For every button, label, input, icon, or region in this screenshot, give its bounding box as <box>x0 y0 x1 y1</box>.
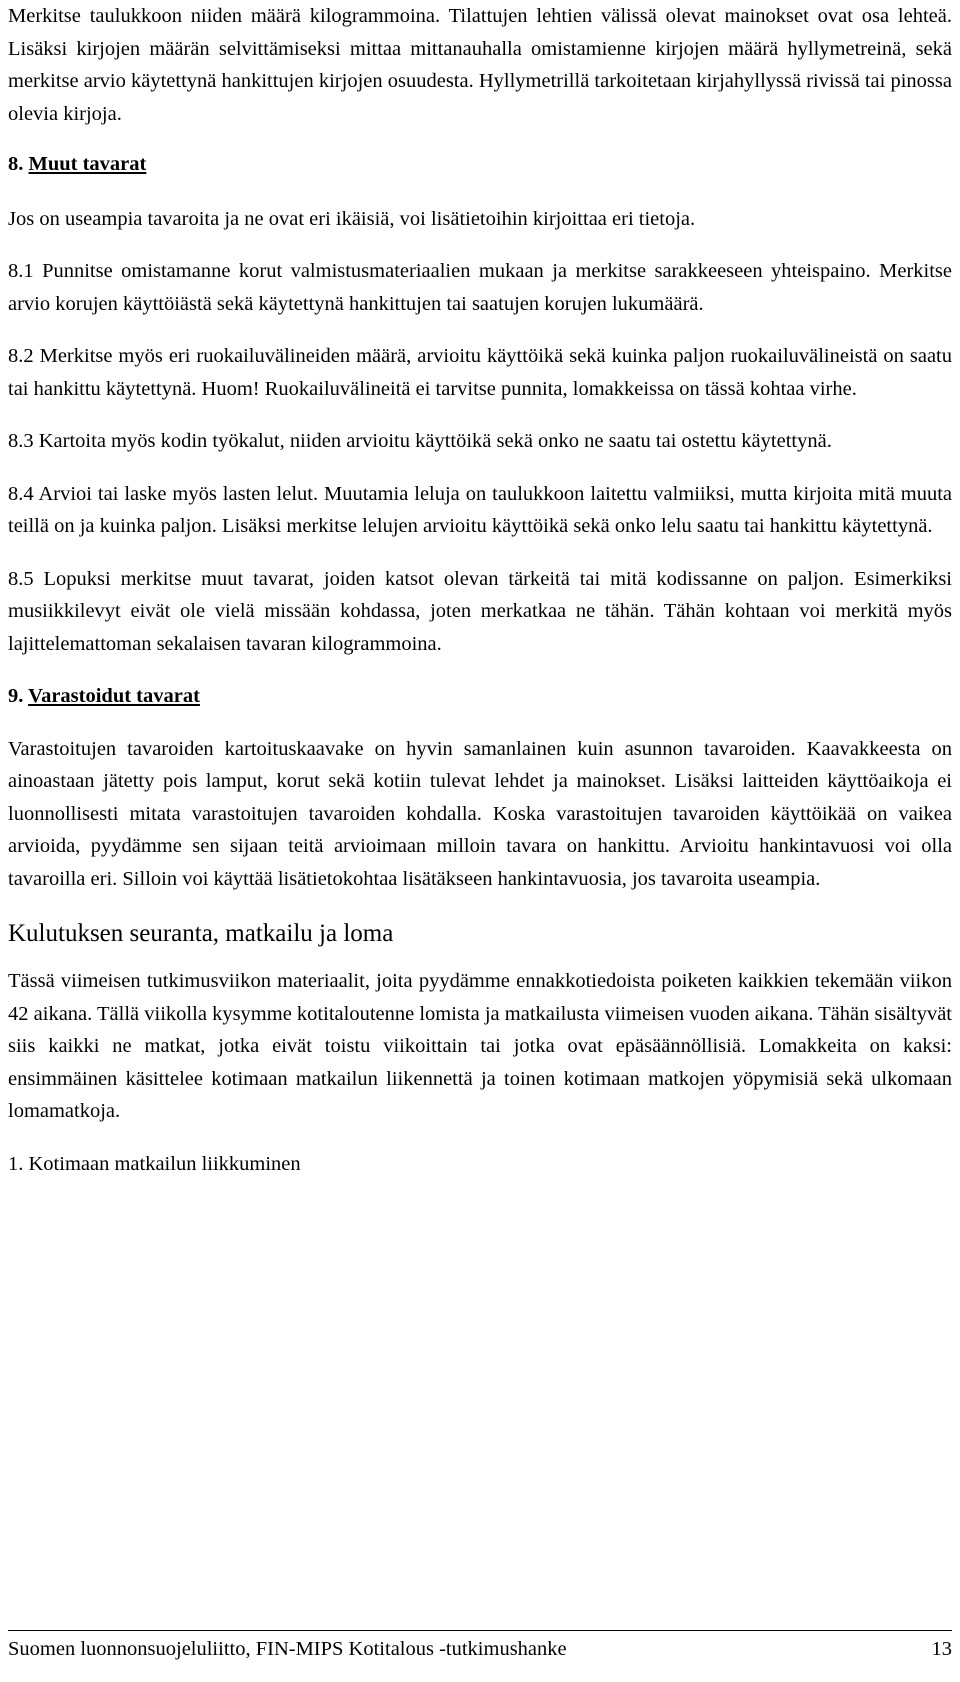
paragraph-8-3: 8.3 Kartoita myös kodin työkalut, niiden arvioitu käyttöikä sekä onko ne saatu tai ostettu käytettynä. <box>8 430 832 452</box>
heading-9-number: 9. <box>8 685 24 707</box>
page-footer <box>8 1630 952 1665</box>
page-number: 13 <box>931 1638 952 1660</box>
subheading-domestic-travel: 1. Kotimaan matkailun liikkuminen <box>8 1152 301 1175</box>
paragraph-8-5: 8.5 Lopuksi merkitse muut tavarat, joiden katsot olevan tärkeitä tai mitä kodissanne on paljon. Esimerkiksi musiikkilevyt eivät ole vielä missään kohdassa, joten merkatkaa ne tähän. Tähän kohtaan voi merkitä myös lajittelemattoman sekalaisen tavaran kilogrammoina. <box>8 567 952 655</box>
section-heading: Kulutuksen seuranta, matkailu ja loma <box>8 920 394 947</box>
heading-8-title: Muut tavarat <box>28 153 147 175</box>
paragraph-9: Varastoitujen tavaroiden kartoituskaavake on hyvin samanlainen kuin asunnon tavaroiden. Kaavakkeesta on ainoastaan jätetty pois lamput, korut sekä kotiin tulevat lehdet ja mainokset. Lisäksi laitteiden käyttöaikoja ei luonnollisesti mitata varastoitujen tavaroiden kohdalla. Koska varastoitujen tavaroiden käyttöikää on vaikea arvioida, pyydämme sen sijaan teitä arvioimaan milloin tavara on hankittu. Arvioitu hankintavuosi voi olla tavaroilla eri. Silloin voi käyttää lisätietokohtaa lisätäkseen hankintavuosia, jos tavaroita useampia. <box>8 737 952 890</box>
paragraph-8-4: 8.4 Arvioi tai laske myös lasten lelut. Muutamia leluja on taulukkoon laitettu valmiiksi, mutta kirjoita mitä muuta teillä on ja kuinka paljon. Lisäksi merkitse lelujen arvioitu käyttöikä sekä onko lelu saatu tai hankittu käytettynä. <box>8 482 952 537</box>
paragraph-8-1: 8.1 Punnitse omistamanne korut valmistusmateriaalien mukaan ja merkitse sarakkeeseen yhteispaino. Merkitse arvio korujen käyttöiästä sekä käytettynä hankittujen tai saatujen korujen lukumäärä. <box>8 260 952 315</box>
paragraph-intro: Merkitse taulukkoon niiden määrä kilogrammoina. Tilattujen lehtien välissä olevat mainokset ovat osa lehteä. Lisäksi kirjojen määrän selvittämiseksi mittaa mittanauhalla omistamienne kirjojen määrä hyllymetreinä, sekä merkitse arvio käytettynä hankittujen kirjojen osuudesta. Hyllymetrillä tarkoitetaan kirjahyllyssä rivissä tai pinossa olevia kirjoja. <box>8 5 952 125</box>
heading-9-title: Varastoidut tavarat <box>28 685 200 707</box>
heading-8-number: 8. <box>8 153 24 175</box>
paragraph-section: Tässä viimeisen tutkimusviikon materiaalit, joita pyydämme ennakkotiedoista poiketen kaikkien tekemään viikon 42 aikana. Tällä viikolla kysymme kotitaloutenne lomista ja matkailusta viimeisen vuoden aikana. Tähän sisältyvät siis kaikki ne matkat, jotka eivät toistu viikoittain tai jotka ovat epäsäännöllisiä. Lomakkeita on kaksi: ensimmäinen käsittelee kotimaan matkailun liikennettä ja toinen kotimaan matkojen yöpymisiä sekä ulkomaan lomamatkoja. <box>8 970 952 1122</box>
heading-9 <box>8 680 952 713</box>
paragraph-8-intro: Jos on useampia tavaroita ja ne ovat eri ikäisiä, voi lisätietoihin kirjoittaa eri tietoja. <box>8 207 696 230</box>
footer-text: Suomen luonnonsuojeluliitto, FIN-MIPS Kotitalous -tutkimushanke <box>8 1638 567 1660</box>
document-body <box>8 0 952 1180</box>
paragraph-8-2: 8.2 Merkitse myös eri ruokailuvälineiden määrä, arvioitu käyttöikä sekä kuinka paljon ruokailuvälineistä on saatu tai hankittu käytettynä. Huom! Ruokailuvälineitä ei tarvitse punnita, lomakkeissa on tässä kohtaa virhe. <box>8 345 952 400</box>
heading-8 <box>8 148 952 181</box>
